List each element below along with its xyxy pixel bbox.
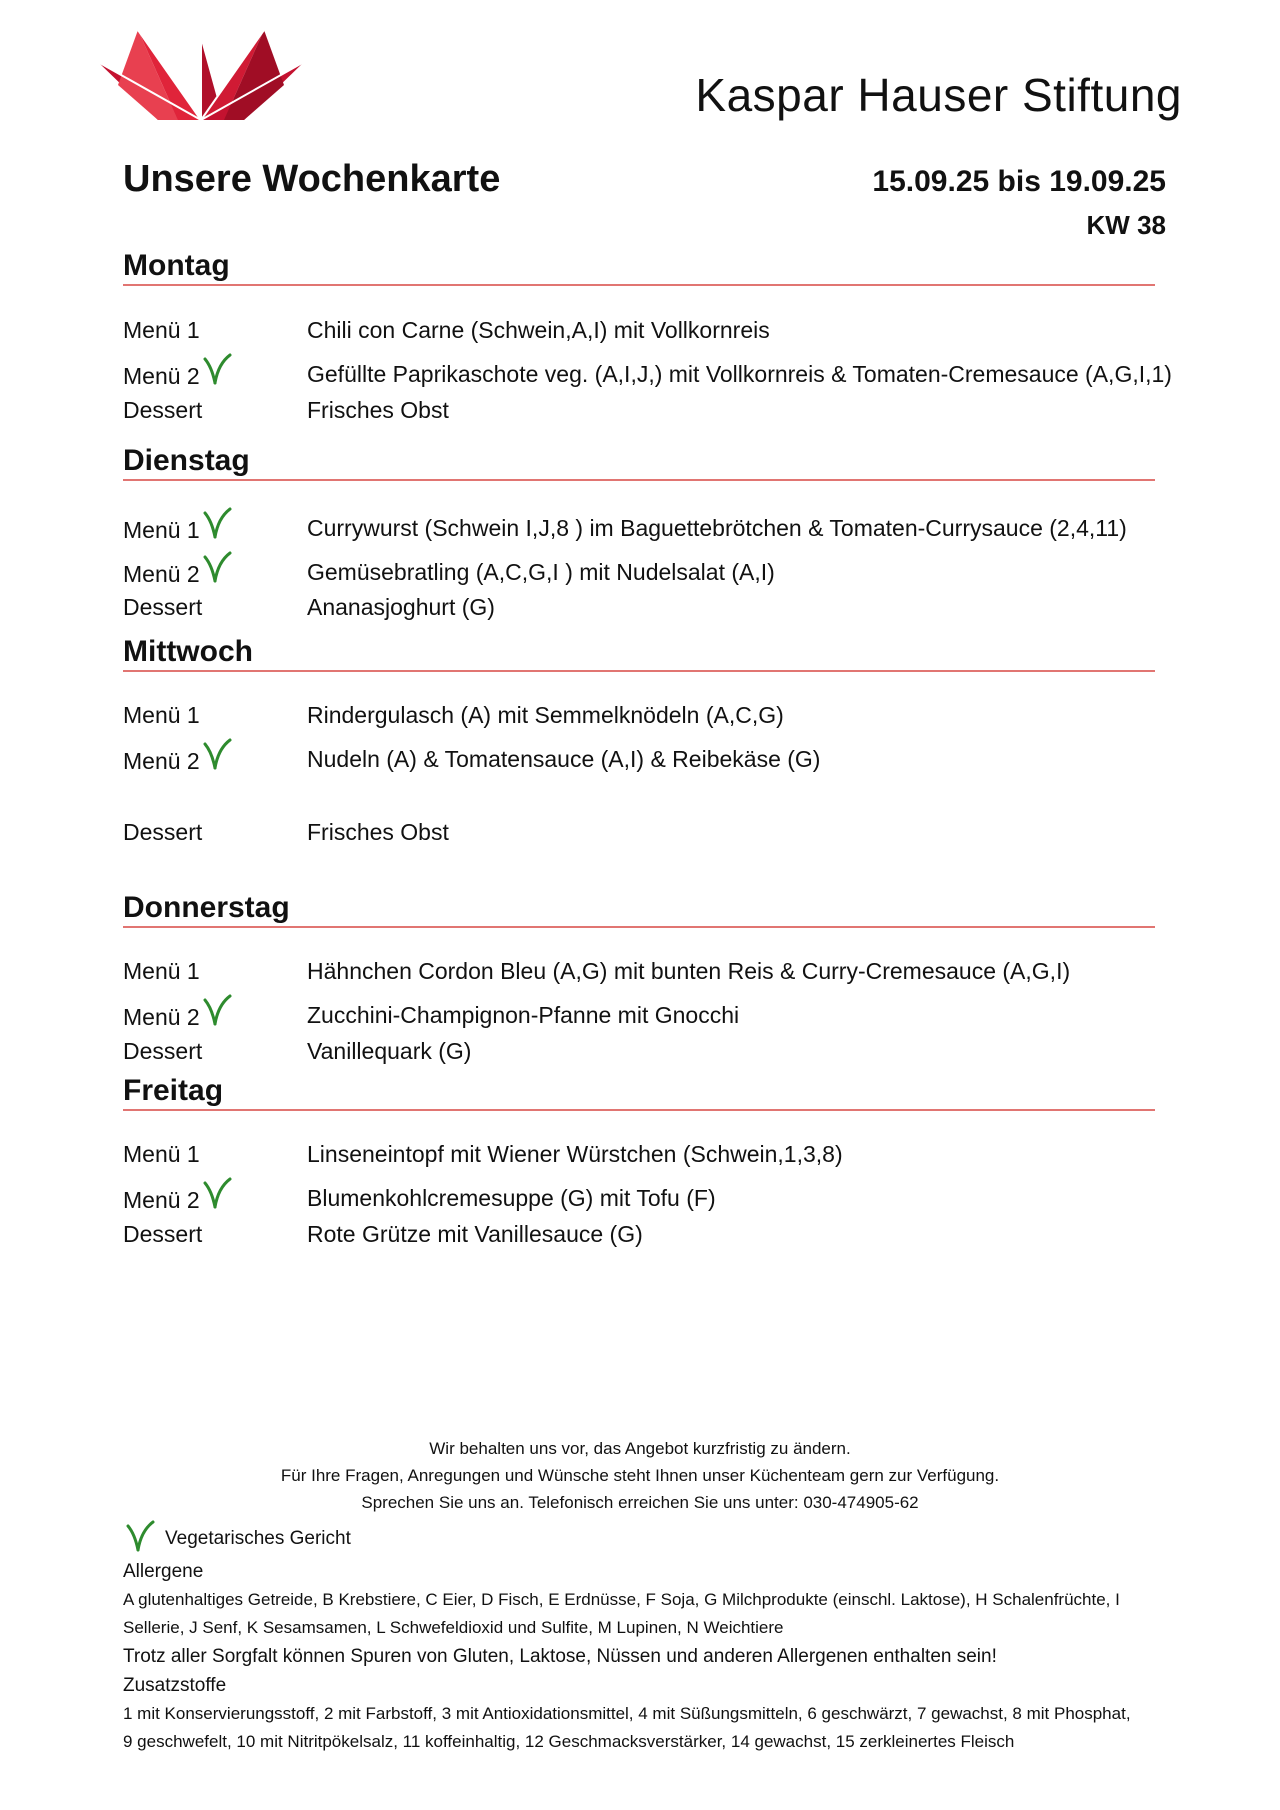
- dish-description: Frisches Obst: [307, 819, 449, 845]
- dish-description: Chili con Carne (Schwein,A,I) mit Vollkornreis: [307, 317, 770, 343]
- date-range: 15.09.25 bis 19.09.25: [872, 165, 1166, 198]
- menu-label: [123, 700, 293, 730]
- day-divider: [123, 284, 1155, 286]
- dish-description: Currywurst (Schwein I,J,8 ) im Baguettebrötchen & Tomaten-Currysauce (2,4,11): [307, 515, 1127, 541]
- additives-list: 9 geschwefelt, 10 mit Nitritpökelsalz, 11 koffeinhaltig, 12 Geschmacksverstärker, 14 gewachst, 15 zerkleinertes Fleisch: [123, 1732, 1015, 1751]
- dish-description: Blumenkohlcremesuppe (G) mit Tofu (F): [307, 1185, 716, 1211]
- dish-description: Nudeln (A) & Tomatensauce (A,I) & Reibekäse (G): [307, 746, 821, 772]
- day-section-dienstag: [123, 443, 1155, 620]
- menu-label: [123, 557, 293, 589]
- menu-label: [123, 1036, 293, 1066]
- dish-description: Ananasjoghurt (G): [307, 594, 495, 620]
- menu-label: [123, 592, 293, 622]
- day-section-mittwoch: [123, 634, 1155, 845]
- allergens-list: Sellerie, J Senf, K Sesamsamen, L Schwefeldioxid und Sulfite, M Lupinen, N Weichtiere: [123, 1618, 784, 1637]
- dish-description: Rote Grütze mit Vanillesauce (G): [307, 1221, 643, 1247]
- additives-list: 1 mit Konservierungsstoff, 2 mit Farbstoff, 3 mit Antioxidationsmittel, 4 mit Süßungsmitteln, 6 geschwärzt, 7 gewachst, 8 mit Phosphat,: [123, 1704, 1131, 1723]
- organization-name: Kaspar Hauser Stiftung: [695, 69, 1182, 121]
- menu-label: [123, 315, 293, 345]
- dish-description: Linseneintopf mit Wiener Würstchen (Schwein,1,3,8): [307, 1141, 843, 1167]
- menu-label: [123, 395, 293, 425]
- menu-label-text: Menü 1: [123, 317, 200, 343]
- dish-description: Vanillequark (G): [307, 1038, 472, 1064]
- leaf-v-icon: [125, 1520, 155, 1552]
- dish-description: Frisches Obst: [307, 397, 449, 423]
- leaf-v-icon: [202, 507, 232, 539]
- day-section-montag: [123, 248, 1172, 423]
- notice-line: Wir behalten uns vor, das Angebot kurzfristig zu ändern.: [429, 1439, 851, 1458]
- vegetarian-legend-label: Vegetarisches Gericht: [165, 1528, 351, 1549]
- additives-heading: Zusatzstoffe: [123, 1675, 227, 1696]
- red-lotus-logo-icon: [98, 30, 304, 126]
- day-heading: Montag: [123, 249, 230, 282]
- traces-warning: Trotz aller Sorgfalt können Spuren von Gluten, Laktose, Nüssen und anderen Allergenen enthalten sein!: [123, 1646, 997, 1667]
- leaf-v-icon: [202, 551, 232, 583]
- dish-description: Rindergulasch (A) mit Semmelknödeln (A,C,G): [307, 702, 784, 728]
- day-divider: [123, 670, 1155, 672]
- day-divider: [123, 479, 1155, 481]
- menu-label-text: Dessert: [123, 594, 203, 620]
- menu-label-text: Menü 2: [123, 1004, 200, 1030]
- vegetarian-legend: [123, 1522, 351, 1554]
- day-divider: [123, 926, 1155, 928]
- menu-label-text: Menü 1: [123, 702, 200, 728]
- menu-label-text: Menü 2: [123, 561, 200, 587]
- menu-label-text: Menü 2: [123, 748, 200, 774]
- menu-label: [123, 1219, 293, 1249]
- leaf-v-icon: [202, 994, 232, 1026]
- calendar-week: KW 38: [1086, 210, 1166, 240]
- menu-label-text: Dessert: [123, 1221, 203, 1247]
- menu-label-text: Menü 2: [123, 363, 200, 389]
- dish-description: Zucchini-Champignon-Pfanne mit Gnocchi: [307, 1002, 740, 1028]
- menu-label-text: Dessert: [123, 819, 203, 845]
- menu-label: [123, 1000, 293, 1032]
- menu-label-text: Menü 1: [123, 958, 200, 984]
- allergens-list: A glutenhaltiges Getreide, B Krebstiere, C Eier, D Fisch, E Erdnüsse, F Soja, G Milchprodukte (einschl. Laktose), H Schalenfrüchte, I: [123, 1590, 1120, 1609]
- menu-label-text: Menü 1: [123, 1141, 200, 1167]
- menu-label: [123, 744, 293, 776]
- page-title: Unsere Wochenkarte: [123, 158, 501, 200]
- day-heading: Dienstag: [123, 444, 250, 477]
- day-section-donnerstag: [123, 890, 1155, 1064]
- notice-line: Sprechen Sie uns an. Telefonisch erreichen Sie uns unter: 030-474905-62: [361, 1493, 919, 1512]
- menu-label: [123, 817, 293, 847]
- day-heading: Mittwoch: [123, 635, 253, 668]
- day-section-freitag: [123, 1073, 1155, 1247]
- day-heading: Donnerstag: [123, 891, 290, 924]
- leaf-v-icon: [202, 738, 232, 770]
- menu-label: [123, 513, 293, 545]
- day-heading: Freitag: [123, 1074, 224, 1107]
- leaf-v-icon: [202, 353, 232, 385]
- menu-label: [123, 956, 293, 986]
- menu-label: [123, 1183, 293, 1215]
- menu-label-text: Menü 1: [123, 517, 200, 543]
- dish-description: Gefüllte Paprikaschote veg. (A,I,J,) mit Vollkornreis & Tomaten-Cremesauce (A,G,I,1): [307, 361, 1172, 387]
- leaf-v-icon: [202, 1177, 232, 1209]
- dish-description: Gemüsebratling (A,C,G,I ) mit Nudelsalat (A,I): [307, 559, 775, 585]
- dish-description: Hähnchen Cordon Bleu (A,G) mit bunten Reis & Curry-Cremesauce (A,G,I): [307, 958, 1071, 984]
- allergens-heading: Allergene: [123, 1561, 204, 1582]
- day-divider: [123, 1109, 1155, 1111]
- menu-label-text: Dessert: [123, 1038, 203, 1064]
- menu-label: [123, 359, 293, 391]
- menu-label: [123, 1139, 293, 1169]
- notice-line: Für Ihre Fragen, Anregungen und Wünsche steht Ihnen unser Küchenteam gern zur Verfügung.: [280, 1466, 1000, 1485]
- menu-label-text: Dessert: [123, 397, 203, 423]
- menu-label-text: Menü 2: [123, 1187, 200, 1213]
